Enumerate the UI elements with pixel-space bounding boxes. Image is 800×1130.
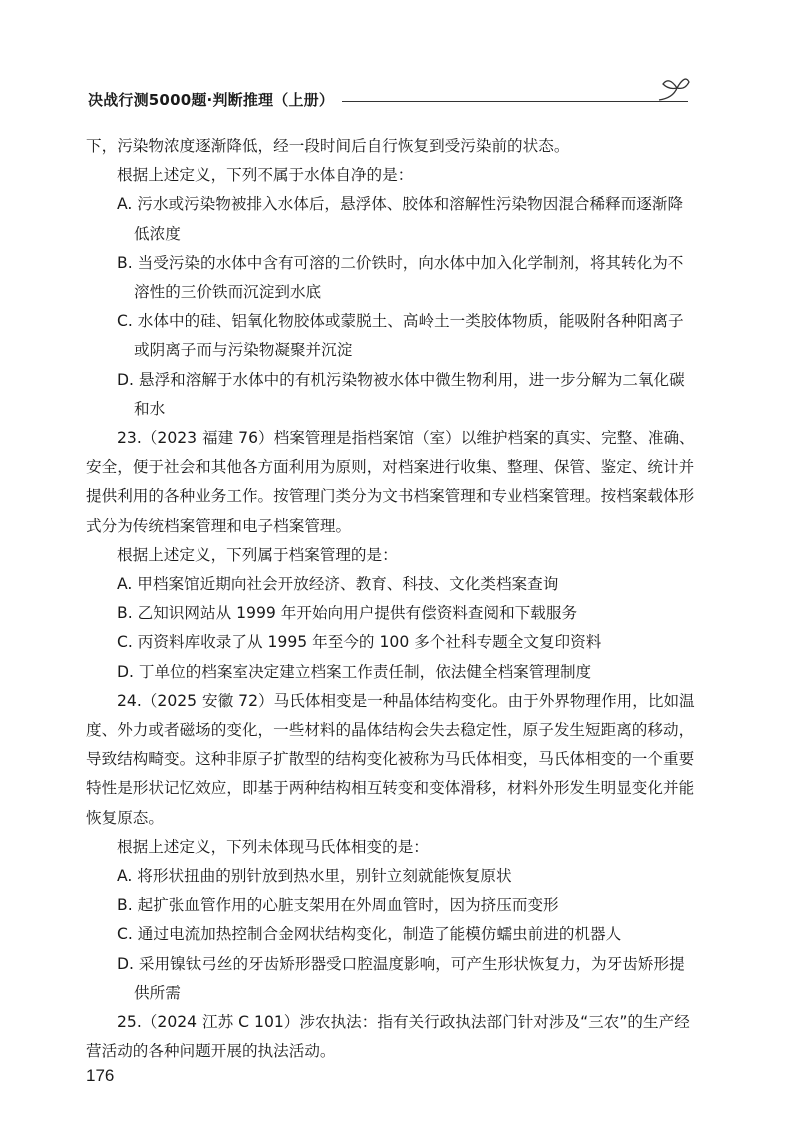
q23-option-c: C. 丙资料库收录了从 1995 年至今的 100 多个社科专题全文复印资料 xyxy=(117,633,602,652)
q22-option-c: C. 水体中的硅、铝氧化物胶体或蒙脱土、高岭土一类胶体物质，能吸附各种阳离子或阴离子而与污染物凝聚并沉淀 xyxy=(117,312,684,360)
q22-option-d: D. 悬浮和溶解于水体中的有机污染物被水体中微生物利用，进一步分解为二氧化碳和水 xyxy=(117,370,685,418)
q23-option-d: D. 丁单位的档案室决定建立档案工作责任制，依法健全档案管理制度 xyxy=(117,662,592,681)
page-body xyxy=(86,132,698,1067)
q23-text: 23.（2023 福建 76）档案管理是指档案馆（室）以维护档案的真实、完整、准确、安全，便于社会和其他各方面利用为原则，对档案进行收集、整理、保管、鉴定、统计并提供利用的各种业务工作。按管理门类分为文书档案管理和专业档案管理。按档案载体形式分为传统档案管理和电子档案管理。 xyxy=(86,429,695,535)
continuation-paragraph: 下，污染物浓度逐渐降低，经一段时间后自行恢复到受污染前的状态。 xyxy=(86,137,570,155)
q23-option-b: B. 乙知识网站从 1999 年开始向用户提供有偿资料查阅和下载服务 xyxy=(117,604,578,623)
running-header xyxy=(88,88,688,110)
q24-stem: 根据上述定义，下列未体现马氏体相变的是： xyxy=(117,837,429,856)
q24-text: 24.（2025 安徽 72）马氏体相变是一种晶体结构变化。由于外界物理作用，比如温度、外力或者磁场的变化，一些材料的晶体结构会失去稳定性，原子发生短距离的移动，导致结构畸变。这种非原子扩散型的结构变化被称为马氏体相变，马氏体相变的一个重要特性是形状记忆效应，即基于两种结构相互转变和变体滑移，材料外形发生明显变化并能恢复原态。 xyxy=(86,691,695,827)
q23-option-a: A. 甲档案馆近期向社会开放经济、教育、科技、文化类档案查询 xyxy=(117,575,559,594)
header-rule xyxy=(342,101,688,102)
q23-stem: 根据上述定义，下列属于档案管理的是： xyxy=(117,545,398,564)
header-title: 决战行测5000题·判断推理（上册） xyxy=(88,90,335,109)
q22-option-b: B. 当受污染的水体中含有可溶的二价铁时，向水体中加入化学制剂，将其转化为不溶性的三价铁而沉淀到水底 xyxy=(117,253,684,302)
page-number: 176 xyxy=(86,1066,115,1085)
q24-option-c: C. 通过电流加热控制合金网状结构变化，制造了能模仿蠕虫前进的机器人 xyxy=(117,925,622,944)
q25-text: 25.（2024 江苏 C 101）涉农执法：指有关行政执法部门针对涉及“三农”的生产经营活动的各种问题开展的执法活动。 xyxy=(86,1013,690,1061)
q22-stem: 根据上述定义，下列不属于水体自净的是： xyxy=(117,166,414,185)
sprout-icon xyxy=(655,70,691,106)
q24-option-b: B. 起扩张血管作用的心脏支架用在外周血管时，因为挤压而变形 xyxy=(117,896,559,915)
q24-option-d: D. 采用镍钛弓丝的牙齿矫形器受口腔温度影响，可产生形状恢复力，为牙齿矫形提供所需 xyxy=(117,954,685,1002)
q22-option-a: A. 污水或污染物被排入水体后，悬浮体、胶体和溶解性污染物因混合稀释而逐渐降低浓度 xyxy=(117,195,684,243)
q24-option-a: A. 将形状扭曲的别针放到热水里，别针立刻就能恢复原状 xyxy=(117,867,512,886)
